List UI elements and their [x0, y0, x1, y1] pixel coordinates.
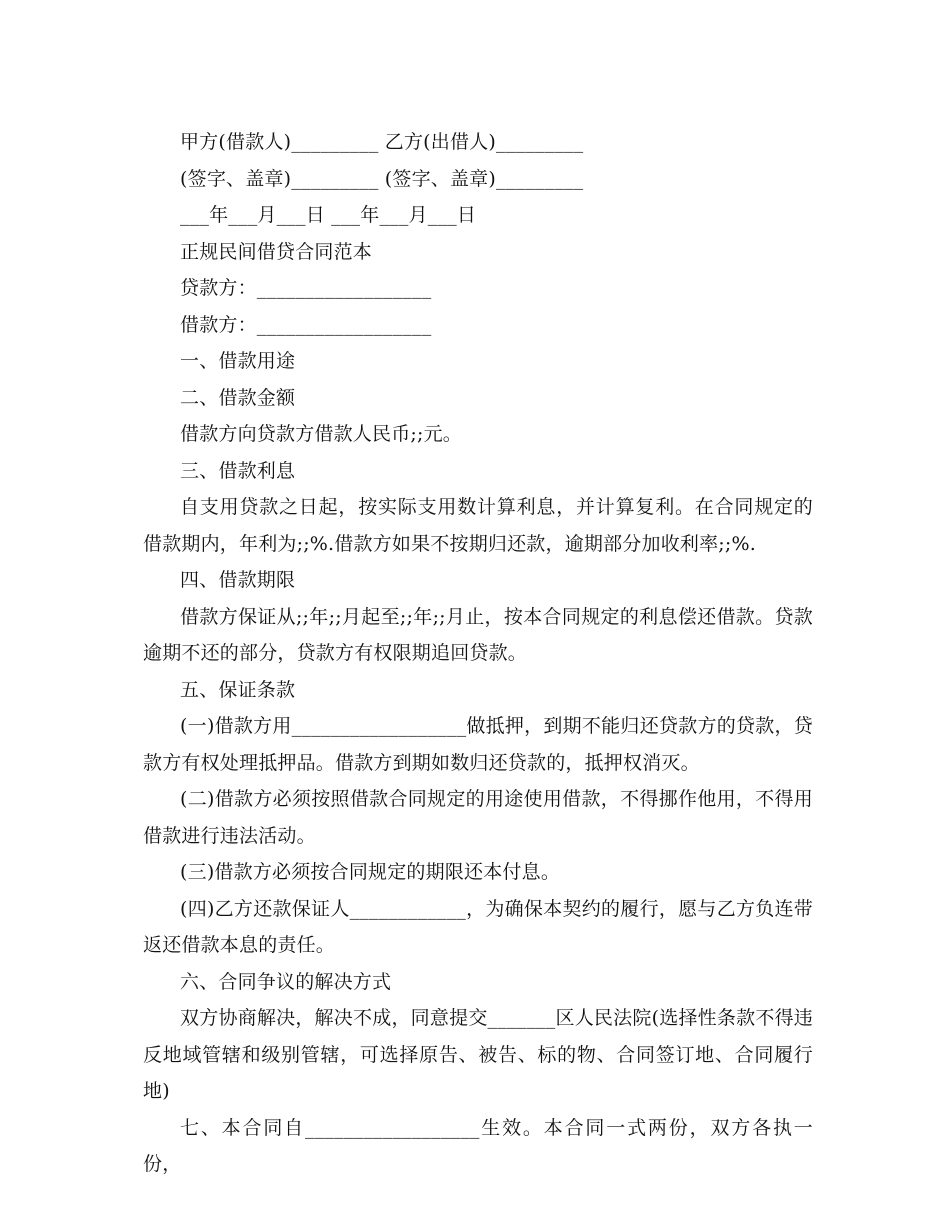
- dispute-paragraph: 双方协商解决，解决不成，同意提交_______区人民法院(选择性条款不得违反地域管辖和级别管辖，可选择原告、被告、标的物、合同签订地、合同履行地): [143, 1007, 813, 1102]
- section-term-heading: 四、借款期限: [180, 569, 296, 591]
- guarantee-clause-2: (二)借款方必须按照借款合同规定的用途使用借款，不得挪作他用，不得用借款进行违法活动。: [143, 788, 813, 847]
- date-line: ___年___月___日 ___年___月___日: [180, 204, 477, 226]
- section-interest-heading: 三、借款利息: [180, 459, 296, 482]
- contract-body: [143, 124, 813, 1183]
- lender-line: 贷款方：__________________: [180, 277, 432, 299]
- interest-paragraph: 自支用贷款之日起，按实际支用数计算利息，并计算复利。在合同规定的借款期内，年利为;;%.借款方如果不按期归还款，逾期部分加收利率;;%.: [143, 496, 813, 555]
- party-a-b-line: 甲方(借款人)_________ 乙方(出借人)_________: [180, 131, 584, 153]
- contract-title: 正规民间借贷合同范本: [180, 240, 373, 263]
- section-amount-heading: 二、借款金额: [180, 386, 296, 409]
- term-paragraph: 借款方保证从;;年;;月起至;;年;;月止，按本合同规定的利息偿还借款。贷款逾期不还的部分，贷款方有权限期追回贷款。: [143, 605, 813, 664]
- borrower-line: 借款方：__________________: [180, 313, 432, 336]
- guarantee-clause-4: (四)乙方还款保证人____________，为确保本契约的履行，愿与乙方负连带返还借款本息的责任。: [143, 897, 813, 956]
- guarantee-clause-3: (三)借款方必须按合同规定的期限还本付息。: [180, 861, 561, 883]
- guarantee-clause-1: (一)借款方用__________________做抵押，到期不能归还贷款方的贷款，贷款方有权处理抵押品。借款方到期如数归还贷款的，抵押权消灭。: [143, 715, 813, 774]
- signature-line: (签字、盖章)_________ (签字、盖章)_________: [180, 167, 584, 190]
- section-guarantee-heading: 五、保证条款: [180, 678, 296, 701]
- effective-paragraph: 七、本合同自__________________生效。本合同一式两份，双方各执一份，: [143, 1116, 813, 1175]
- section-purpose-heading: 一、借款用途: [180, 350, 296, 372]
- amount-text: 借款方向贷款方借款人民币;;元。: [180, 423, 463, 445]
- section-dispute-heading: 六、合同争议的解决方式: [180, 970, 392, 993]
